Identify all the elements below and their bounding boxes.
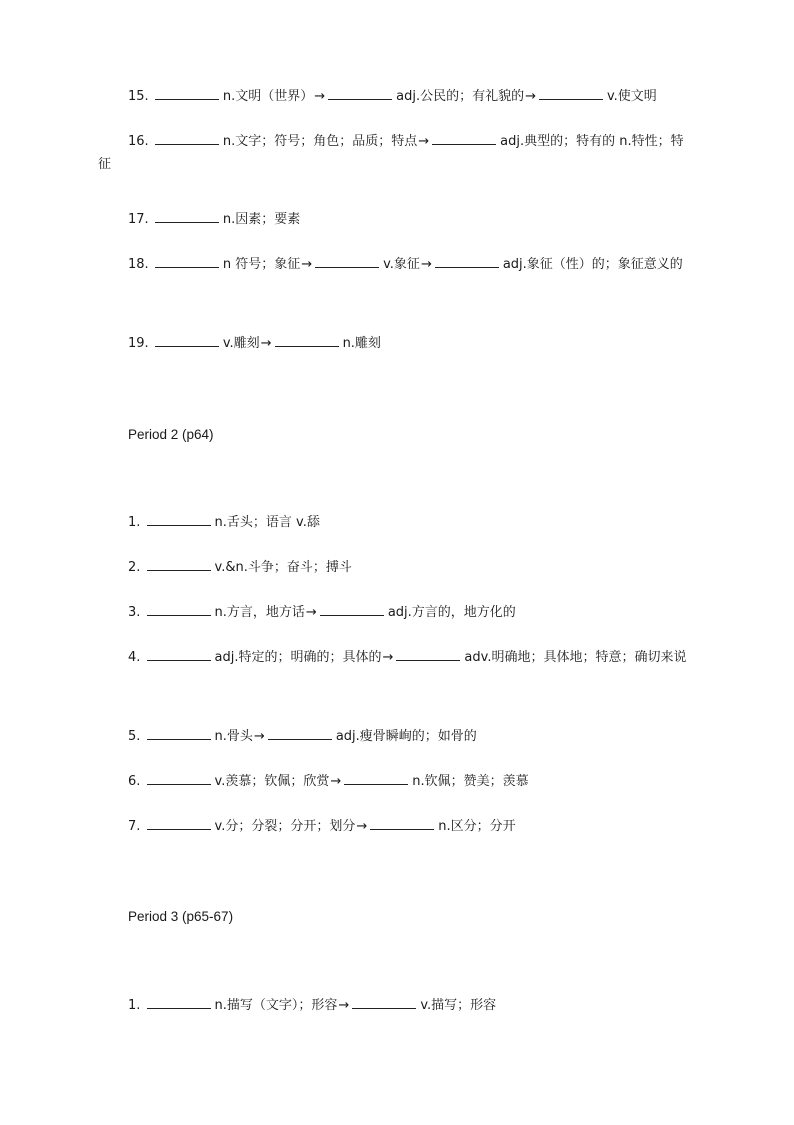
arrow-icon: →: [253, 729, 265, 744]
period-2-heading: Period 2 (p64): [128, 427, 214, 442]
item-number: 19.: [128, 336, 149, 351]
answer-blank: [275, 333, 339, 347]
answer-blank: [155, 209, 219, 223]
item-number: 6.: [128, 774, 141, 789]
vocab-item-p2-6: 6. v.羡慕；钦佩；欣赏→ n.钦佩；赞美；羡慕: [98, 771, 696, 794]
answer-blank: [432, 131, 496, 145]
vocab-item-p2-2: 2. v.&n.斗争；奋斗；搏斗: [98, 557, 696, 580]
answer-blank: [155, 333, 219, 347]
answer-blank: [147, 816, 211, 830]
arrow-icon: →: [305, 605, 317, 620]
answer-blank: [147, 602, 211, 616]
answer-blank: [396, 647, 460, 661]
answer-blank: [328, 86, 392, 100]
arrow-icon: →: [330, 774, 342, 789]
answer-blank: [147, 647, 211, 661]
answer-blank: [435, 254, 499, 268]
item-number: 5.: [128, 729, 141, 744]
arrow-icon: →: [260, 336, 272, 351]
arrow-icon: →: [301, 257, 313, 272]
answer-blank: [147, 557, 211, 571]
arrow-icon: →: [420, 257, 432, 272]
item-number: 16.: [128, 134, 149, 149]
item-number: 2.: [128, 560, 141, 575]
arrow-icon: →: [382, 650, 394, 665]
arrow-icon: →: [314, 89, 326, 104]
item-number: 4.: [128, 650, 141, 665]
vocab-item-16: 16. n.文字；符号；角色；品质；特点→ adj.典型的；特有的 n.特性；特征: [98, 131, 696, 176]
item-number: 1.: [128, 515, 141, 530]
arrow-icon: →: [338, 998, 350, 1013]
answer-blank: [147, 726, 211, 740]
answer-blank: [352, 995, 416, 1009]
vocab-item-p2-1: 1. n.舌头；语言 v.舔: [98, 512, 696, 535]
arrow-icon: →: [418, 134, 430, 149]
arrow-icon: →: [525, 89, 536, 104]
answer-blank: [320, 602, 384, 616]
vocab-item-18: 18. n 符号；象征→ v.象征→ adj.象征（性）的；象征意义的: [98, 254, 696, 277]
vocab-item-p3-1: 1. n.描写（文字）；形容→ v.描写；形容: [98, 995, 696, 1018]
answer-blank: [147, 995, 211, 1009]
vocab-item-15: 15. n.文明（世界）→ adj.公民的；有礼貌的→ v.使文明: [98, 86, 696, 109]
answer-blank: [147, 771, 211, 785]
answer-blank: [539, 86, 603, 100]
vocab-item-p2-5: 5. n.骨头→ adj.瘦骨瞬峋的；如骨的: [98, 726, 696, 749]
item-number: 18.: [128, 257, 149, 272]
answer-blank: [268, 726, 332, 740]
item-number: 3.: [128, 605, 141, 620]
vocab-item-p2-4: 4. adj.特定的；明确的；具体的→ adv.明确地；具体地；特意；确切来说: [98, 647, 696, 670]
vocab-item-p2-3: 3. n.方言，地方话→ adj.方言的，地方化的: [98, 602, 696, 625]
item-number: 7.: [128, 819, 141, 834]
vocab-item-17: 17. n.因素；要素: [98, 209, 696, 232]
answer-blank: [315, 254, 379, 268]
answer-blank: [370, 816, 434, 830]
answer-blank: [155, 131, 219, 145]
answer-blank: [344, 771, 408, 785]
item-number: 17.: [128, 212, 149, 227]
answer-blank: [147, 512, 211, 526]
period-3-heading: Period 3 (p65-67): [128, 909, 234, 924]
answer-blank: [155, 254, 219, 268]
arrow-icon: →: [356, 819, 368, 834]
item-number: 1.: [128, 998, 141, 1013]
vocab-item-p2-7: 7. v.分；分裂；分开；划分→ n.区分；分开: [98, 816, 696, 839]
vocab-item-19: 19. v.雕刻→ n.雕刻: [98, 333, 696, 356]
item-number: 15.: [128, 89, 149, 104]
answer-blank: [155, 86, 219, 100]
